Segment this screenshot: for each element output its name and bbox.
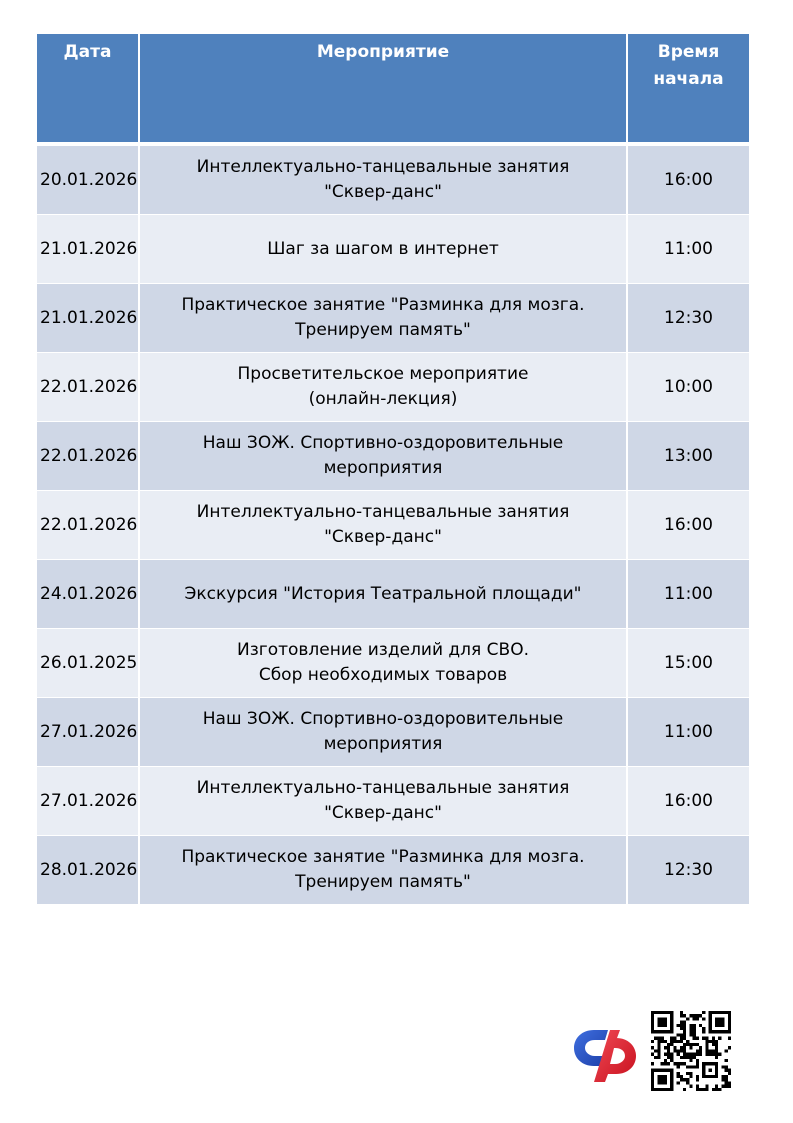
event-cell: Интеллектуально-танцевальные занятия "Сквер-данс" <box>140 767 628 836</box>
header-time: Время начала <box>628 34 749 146</box>
date-cell: 26.01.2025 <box>37 629 140 698</box>
table-row <box>37 422 749 491</box>
qr-code-icon <box>651 1011 731 1091</box>
date-cell: 21.01.2026 <box>37 284 140 353</box>
time-cell: 16:00 <box>628 767 749 836</box>
date-cell: 22.01.2026 <box>37 491 140 560</box>
schedule-body <box>37 146 749 905</box>
event-cell: Наш ЗОЖ. Спортивно-оздоровительные мероприятия <box>140 698 628 767</box>
time-cell: 10:00 <box>628 353 749 422</box>
time-cell: 13:00 <box>628 422 749 491</box>
header-event: Мероприятие <box>140 34 628 146</box>
event-cell: Шаг за шагом в интернет <box>140 215 628 284</box>
event-cell: Просветительское мероприятие (онлайн-лекция) <box>140 353 628 422</box>
schedule-table <box>37 34 749 905</box>
table-row <box>37 767 749 836</box>
time-cell: 11:00 <box>628 560 749 629</box>
event-cell: Интеллектуально-танцевальные занятия "Сквер-данс" <box>140 491 628 560</box>
date-cell: 24.01.2026 <box>37 560 140 629</box>
table-row <box>37 284 749 353</box>
time-cell: 11:00 <box>628 215 749 284</box>
event-cell: Экскурсия "История Театральной площади" <box>140 560 628 629</box>
event-cell: Практическое занятие "Разминка для мозга. Тренируем память" <box>140 836 628 905</box>
time-cell: 16:00 <box>628 491 749 560</box>
table-row <box>37 215 749 284</box>
sfr-logo-icon <box>572 1022 638 1082</box>
event-cell: Наш ЗОЖ. Спортивно-оздоровительные мероприятия <box>140 422 628 491</box>
time-cell: 12:30 <box>628 284 749 353</box>
table-row <box>37 698 749 767</box>
date-cell: 28.01.2026 <box>37 836 140 905</box>
header-date: Дата <box>37 34 140 146</box>
date-cell: 22.01.2026 <box>37 353 140 422</box>
date-cell: 21.01.2026 <box>37 215 140 284</box>
date-cell: 27.01.2026 <box>37 698 140 767</box>
table-row <box>37 836 749 905</box>
table-row <box>37 353 749 422</box>
table-row <box>37 629 749 698</box>
time-cell: 11:00 <box>628 698 749 767</box>
date-cell: 22.01.2026 <box>37 422 140 491</box>
header-row <box>37 34 749 146</box>
table-row <box>37 560 749 629</box>
time-cell: 12:30 <box>628 836 749 905</box>
table-row <box>37 491 749 560</box>
date-cell: 27.01.2026 <box>37 767 140 836</box>
event-cell: Изготовление изделий для СВО. Сбор необходимых товаров <box>140 629 628 698</box>
table-row <box>37 146 749 215</box>
event-cell: Интеллектуально-танцевальные занятия "Сквер-данс" <box>140 146 628 215</box>
date-cell: 20.01.2026 <box>37 146 140 215</box>
time-cell: 15:00 <box>628 629 749 698</box>
time-cell: 16:00 <box>628 146 749 215</box>
event-cell: Практическое занятие "Разминка для мозга. Тренируем память" <box>140 284 628 353</box>
